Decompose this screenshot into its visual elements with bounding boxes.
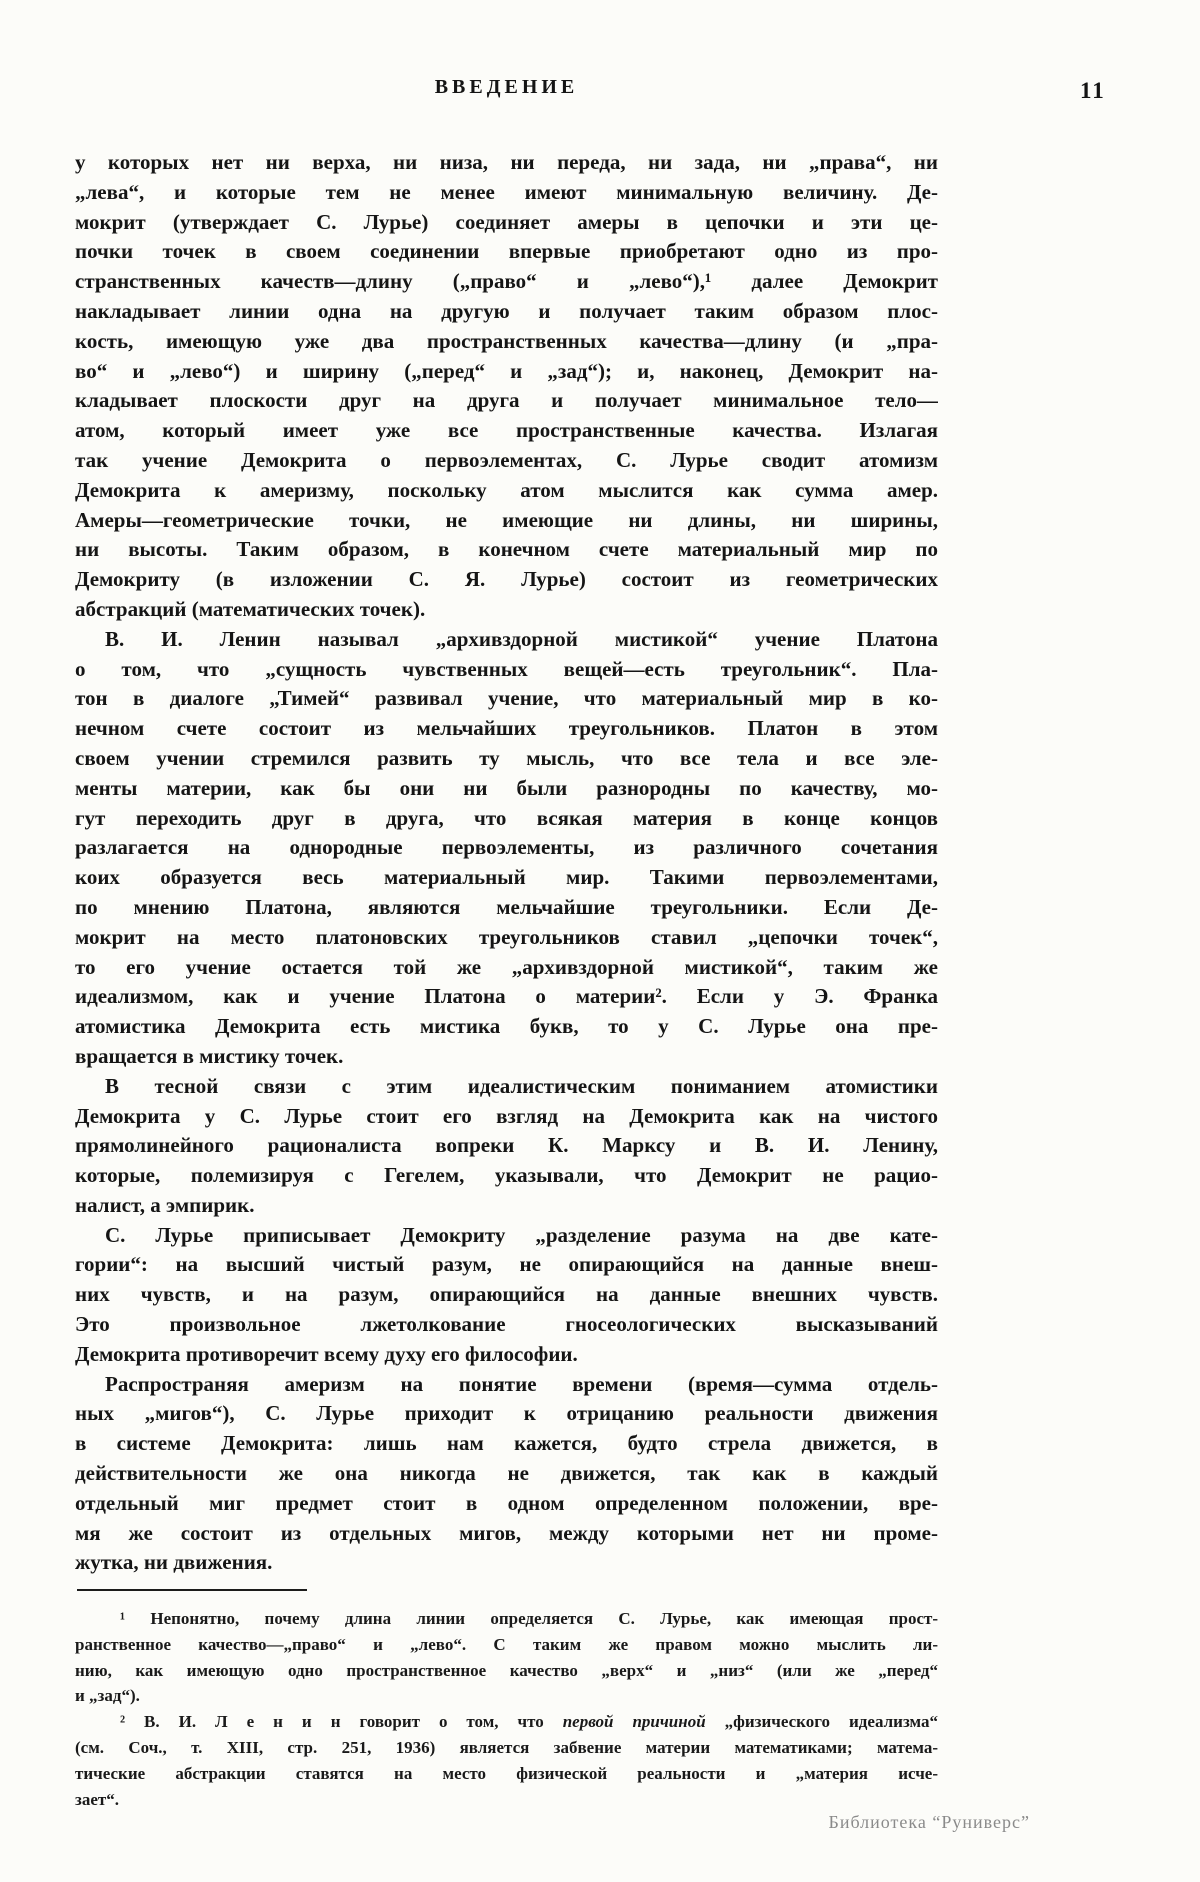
text-line: абстракций (математических точек).: [75, 596, 426, 621]
text-line: своем учении стремился развить ту мысль, что все тела и все эле-: [75, 745, 938, 770]
footnote-separator: [77, 1589, 307, 1591]
text-line: В тесной связи с этим идеалистическим пониманием атомистики: [105, 1073, 938, 1098]
text-line: кладывает плоскости друг на друга и получает минимальное тело—: [75, 388, 938, 413]
footnote: [75, 1709, 938, 1812]
text-line: коих образуется весь материальный мир. Такими первоэлементами,: [75, 865, 938, 890]
text-line: Распространяя америзм на понятие времени (время—сумма отдель-: [105, 1371, 938, 1396]
text-line: почки точек в своем соединении впервые приобретают одно из про-: [75, 239, 938, 264]
text-line: отдельный миг предмет стоит в одном определенном положении, вре-: [75, 1490, 938, 1515]
footnotes: [75, 1606, 938, 1812]
text-line: странственных качеств—длину („право“ и „лево“),¹ далее Демокрит: [75, 269, 938, 294]
text-line: накладывает линии одна на другую и получает таким образом плос-: [75, 298, 938, 323]
text-line: то его учение остается той же „архивздорной мистикой“, таким же: [75, 954, 938, 979]
text-line: прямолинейного рационалиста вопреки К. Марксу и В. И. Ленину,: [75, 1133, 938, 1158]
text-line: жутка, ни движения.: [75, 1550, 273, 1575]
text-line: них чувств, и на разум, опирающийся на данные внешних чувств.: [75, 1282, 938, 1307]
text-line: разлагается на однородные первоэлементы, из различного сочетания: [75, 835, 938, 860]
text-line: мя же состоит из отдельных мигов, между которыми нет ни проме-: [75, 1520, 938, 1545]
text-line: у которых нет ни верха, ни низа, ни переда, ни зада, ни „права“, ни: [75, 150, 938, 174]
text-line: В. И. Ленин называл „архивздорной мистикой“ учение Платона: [105, 626, 938, 651]
text-line: „лева“, и которые тем не менее имеют минимальную величину. Де-: [75, 179, 938, 204]
page-title: ВВЕДЕНИЕ: [434, 76, 579, 98]
text-line: в системе Демокрита: лишь нам кажется, будто стрела движется, в: [75, 1431, 938, 1456]
text-line: атомистика Демокрита есть мистика букв, то у С. Лурье она пре-: [75, 1014, 938, 1039]
footnote-line: нию, как имеющую одно пространственное качество „верх“ и „низ“ (или же „перед“: [75, 1660, 938, 1680]
text-line: кость, имеющую уже два пространственных качества—длину (и „пра-: [75, 328, 938, 353]
text-line: во“ и „лево“) и ширину („перед“ и „зад“); и, наконец, Демокрит на-: [75, 358, 938, 383]
text-line: ных „мигов“), С. Лурье приходит к отрицанию реальности движения: [75, 1401, 938, 1426]
paragraph: [75, 148, 938, 625]
text-line: идеализмом, как и учение Платона о материи². Если у Э. Франка: [75, 984, 938, 1009]
footnote-line: ² В. И. Л е н и н говорит о том, что первой причиной „физического идеализма“: [120, 1712, 938, 1732]
text-line: Демокрита к америзму, поскольку атом мыслится как сумма амер.: [75, 477, 938, 502]
text-line: Демокрита противоречит всему духу его философии.: [75, 1341, 578, 1366]
text-line: вращается в мистику точек.: [75, 1043, 344, 1068]
paragraph: [75, 1221, 938, 1370]
text-line: нечном счете состоит из мельчайших треугольников. Платон в этом: [75, 716, 938, 741]
text-line: Демокрита у С. Лурье стоит его взгляд на Демокрита как на чистого: [75, 1103, 938, 1128]
text-line: мокрит на место платоновских треугольников ставил „цепочки точек“,: [75, 924, 938, 949]
text-line: налист, а эмпирик.: [75, 1192, 255, 1217]
text-line: тон в диалоге „Тимей“ развивал учение, что материальный мир в ко-: [75, 686, 938, 711]
footnote-line: ранственное качество—„право“ и „лево“. С таким же правом можно мыслить ли-: [75, 1634, 938, 1654]
text-line: ни высоты. Таким образом, в конечном счете материальный мир по: [75, 537, 938, 562]
text-line: гории“: на высший чистый разум, не опирающийся на данные внеш-: [75, 1252, 938, 1277]
footnote-line: тические абстракции ставятся на место физической реальности и „материя исче-: [75, 1763, 938, 1783]
text-line: мокрит (утверждает С. Лурье) соединяет амеры в цепочки и эти це-: [75, 209, 938, 234]
text-line: менты материи, как бы они ни были разнородны по качеству, мо-: [75, 775, 938, 800]
footnote: [75, 1606, 938, 1709]
text-line: по мнению Платона, являются мельчайшие треугольники. Если Де-: [75, 894, 938, 919]
text-line: Демокриту (в изложении С. Я. Лурье) состоит из геометрических: [75, 567, 938, 592]
paragraph: [75, 625, 938, 1072]
footnote-line: ¹ Непонятно, почему длина линии определяется С. Лурье, как имеющая прост-: [120, 1609, 938, 1628]
text-line: о том, что „сущность чувственных вещей—есть треугольник“. Пла-: [75, 656, 938, 681]
text-line: так учение Демокрита о первоэлементах, С. Лурье сводит атомизм: [75, 447, 938, 472]
text-line: атом, который имеет уже все пространственные качества. Излагая: [75, 418, 938, 443]
footnote-line: и „зад“).: [75, 1686, 140, 1706]
text-line: гут переходить друг в друга, что всякая материя в конце концов: [75, 805, 938, 830]
text-line: Это произвольное лжетолкование гносеологических высказываний: [75, 1312, 938, 1337]
footnote-line: (см. Соч., т. XIII, стр. 251, 1936) является забвение материи математиками; матема-: [75, 1737, 938, 1757]
paragraph: [75, 1370, 938, 1579]
text-line: действительности же она никогда не движется, так как в каждый: [75, 1461, 938, 1486]
footnote-line: зает“.: [75, 1789, 119, 1809]
paragraph: [75, 1072, 938, 1221]
text-line: которые, полемизируя с Гегелем, указывали, что Демокрит не рацио-: [75, 1163, 938, 1188]
watermark: Библиотека “Руниверс”: [828, 1812, 1030, 1832]
body-text: [75, 148, 938, 1578]
page-number: 11: [1080, 78, 1106, 103]
text-line: С. Лурье приписывает Демокриту „разделение разума на две кате-: [105, 1222, 938, 1247]
text-line: Амеры—геометрические точки, не имеющие ни длины, ни ширины,: [75, 507, 938, 532]
